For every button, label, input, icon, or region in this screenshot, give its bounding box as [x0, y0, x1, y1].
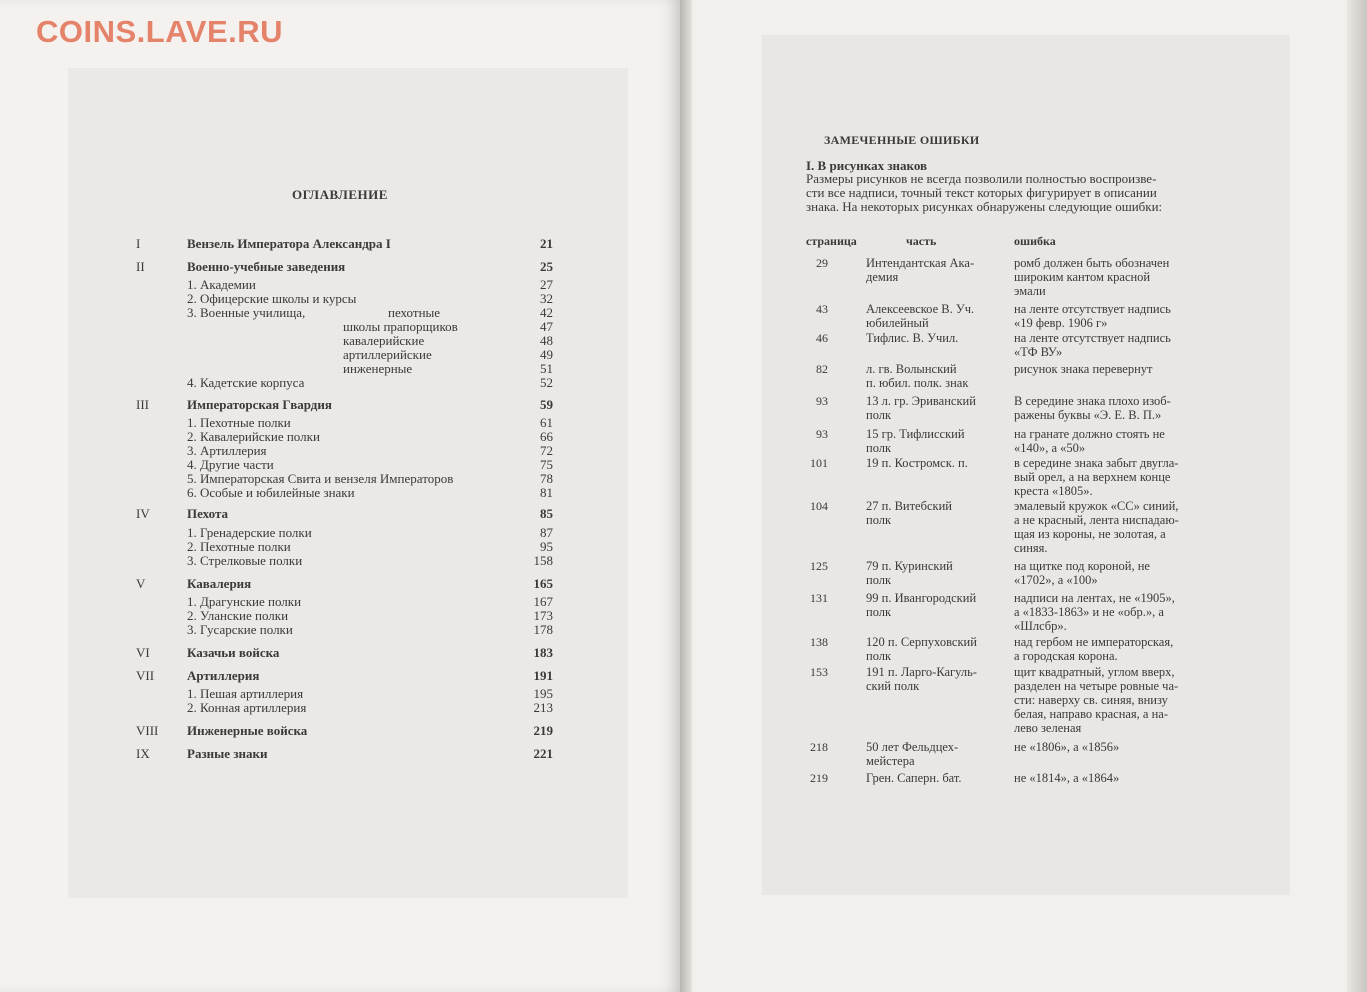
- toc-section-page: 165: [533, 576, 553, 591]
- book-gutter: [680, 0, 692, 992]
- errata-title: ЗАМЕЧЕННЫЕ ОШИБКИ: [824, 133, 980, 147]
- errata-error-line: а «1833-1863» и не «обр.», а: [1014, 605, 1164, 619]
- errata-intro-line: сти все надписи, точный текст которых фигурирует в описании: [806, 185, 1157, 200]
- toc-subsection-title: 2. Пехотные полки: [187, 539, 291, 554]
- toc-section-page: 85: [540, 506, 553, 521]
- toc-subsection-page: 47: [540, 319, 553, 334]
- errata-part-line: Интендантская Ака-: [866, 256, 975, 270]
- toc-subsection-title: 2. Кавалерийские полки: [187, 429, 320, 444]
- errata-part-line: 27 п. Витебский: [866, 499, 952, 513]
- toc-subsection-page: 78: [540, 471, 553, 486]
- toc-subsection-title: 4. Кадетские корпуса: [187, 375, 305, 390]
- errata-error: [1014, 456, 1222, 498]
- toc-section-title: Военно-учебные заведения: [187, 259, 346, 274]
- errata-page-number: 104: [810, 499, 828, 513]
- toc-section-title: Разные знаки: [187, 746, 268, 761]
- errata-error: [1014, 559, 1222, 587]
- toc-section-number: IX: [136, 746, 150, 761]
- errata-part-line: 50 лет Фельдцех-: [866, 740, 959, 754]
- toc-section-number: VIII: [136, 723, 159, 738]
- errata-part-line: 191 п. Ларго-Кагуль-: [866, 665, 977, 679]
- errata-page-number: 93: [816, 394, 828, 408]
- toc-section-page: 219: [533, 723, 553, 738]
- errata-error-line: широким кантом красной: [1014, 270, 1151, 284]
- errata-section: I. В рисунках знаков: [806, 158, 928, 173]
- errata-part-line: л. гв. Волынский: [866, 362, 957, 376]
- toc-subsection-page: 52: [540, 375, 553, 390]
- errata-error-line: вый орел, а на верхнем конце: [1014, 470, 1171, 484]
- toc-section-number: VII: [136, 668, 155, 683]
- errata-part-line: полк: [866, 441, 892, 455]
- errata-part-line: полк: [866, 408, 892, 422]
- toc-subsection-title: 1. Драгунские полки: [187, 594, 302, 609]
- toc-section-page: 25: [540, 259, 553, 274]
- errata-intro: [806, 172, 1224, 214]
- toc-subsection-page: 75: [540, 457, 553, 472]
- toc-subsection-page: 195: [533, 686, 553, 701]
- errata-error-line: надписи на лентах, не «1905»,: [1014, 591, 1175, 605]
- toc-subsection-page: 42: [540, 305, 553, 320]
- errata-page-number: 219: [810, 771, 828, 785]
- errata-page-number: 125: [810, 559, 828, 573]
- errata-error-line: креста «1805».: [1014, 484, 1093, 498]
- toc-subsection-title: кавалерийские: [343, 333, 425, 348]
- errata-part-line: полк: [866, 573, 892, 587]
- errata-error: [1014, 771, 1222, 785]
- errata-error-line: «1702», а «100»: [1014, 573, 1098, 587]
- errata-error-line: на гранате должно стоять не: [1014, 427, 1165, 441]
- watermark: COINS.LAVE.RU: [36, 14, 284, 49]
- errata-part: [866, 665, 1006, 693]
- toc-section-title: Кавалерия: [187, 576, 252, 591]
- errata-intro-line: Размеры рисунков не всегда позволили полностью воспроизве-: [806, 171, 1157, 186]
- errata-error-line: в середине знака забыт двугла-: [1014, 456, 1179, 470]
- errata-error-line: «140», а «50»: [1014, 441, 1086, 455]
- toc-section-title: Вензель Императора Александра I: [187, 236, 391, 251]
- toc-subsection-page: 81: [540, 485, 553, 500]
- errata-error: [1014, 665, 1222, 735]
- errata-error-line: белая, направо красная, а на-: [1014, 707, 1169, 721]
- toc-subsection-title: 3. Стрелковые полки: [187, 553, 303, 568]
- errata-error-line: «ТФ ВУ»: [1014, 345, 1063, 359]
- errata-header-part: часть: [906, 234, 937, 248]
- errata-part: [866, 394, 1006, 422]
- toc-section-title: Императорская Гвардия: [187, 397, 332, 412]
- errata-header-error: ошибка: [1014, 234, 1056, 248]
- errata-error: [1014, 331, 1222, 359]
- errata-error-line: «19 февр. 1906 г»: [1014, 316, 1108, 330]
- toc-section-title: Артиллерия: [187, 668, 260, 683]
- errata-page-number: 138: [810, 635, 828, 649]
- errata-error-line: В середине знака плохо изоб-: [1014, 394, 1171, 408]
- errata-error-line: рисунок знака перевернут: [1014, 362, 1153, 376]
- errata-page-number: 43: [816, 302, 828, 316]
- errata-page-number: 153: [810, 665, 828, 679]
- toc-section-title: Инженерные войска: [187, 723, 308, 738]
- toc-subsection-page: 173: [533, 608, 553, 623]
- errata-error: [1014, 635, 1222, 663]
- errata-part-line: 120 п. Серпуховский: [866, 635, 977, 649]
- errata-part-line: юбилейный: [866, 316, 929, 330]
- toc-subsection-title: 1. Гренадерские полки: [187, 525, 312, 540]
- errata-part-line: демия: [866, 270, 899, 284]
- errata-intro-line: знака. На некоторых рисунках обнаружены следующие ошибки:: [806, 199, 1163, 214]
- errata-error-line: а не красный, лента ниспадаю-: [1014, 513, 1179, 527]
- errata-error-line: сти: наверху св. синяя, внизу: [1014, 693, 1168, 707]
- errata-page-number: 101: [810, 456, 828, 470]
- toc-subsection-title: 4. Другие части: [187, 457, 274, 472]
- errata-error-line: на ленте отсутствует надпись: [1014, 302, 1171, 316]
- errata-error: [1014, 302, 1222, 330]
- toc-subsection-page: 49: [540, 347, 553, 362]
- toc-subsection-page: 32: [540, 291, 553, 306]
- errata-error-line: щит квадратный, углом вверх,: [1014, 665, 1175, 679]
- errata-error-line: «Шлсбр».: [1014, 619, 1067, 633]
- toc-subsection-page: 213: [533, 700, 553, 715]
- toc-section-title: Пехота: [187, 506, 228, 521]
- errata-part: [866, 256, 1006, 284]
- toc-subsection-title: 1. Пехотные полки: [187, 415, 291, 430]
- errata-part: [866, 362, 1006, 390]
- errata-part: [866, 591, 1006, 619]
- toc-section-number: V: [136, 576, 146, 591]
- toc-subsection-page: 27: [540, 277, 553, 292]
- errata-error-line: разделен на четыре ровные ча-: [1014, 679, 1179, 693]
- toc-section-page: 221: [533, 746, 553, 761]
- toc-subsection-title: 2. Уланские полки: [187, 608, 289, 623]
- toc-title: ОГЛАВЛЕНИЕ: [292, 187, 388, 202]
- errata-error: [1014, 427, 1222, 455]
- errata-error: [1014, 740, 1222, 754]
- errata-error: [1014, 256, 1222, 298]
- toc-subsection-page: 61: [540, 415, 553, 430]
- toc-subsection-title: 6. Особые и юбилейные знаки: [187, 485, 355, 500]
- errata-error-line: ражены буквы «Э. Е. В. П.»: [1014, 408, 1162, 422]
- errata-part-line: ский полк: [866, 679, 920, 693]
- toc-subsection-page: 48: [540, 333, 553, 348]
- errata-error-line: щая из короны, не золотая, а: [1014, 527, 1166, 541]
- errata-part: [866, 302, 1006, 330]
- toc-subsection-page: 158: [533, 553, 553, 568]
- toc-subsection-page: 95: [540, 539, 553, 554]
- toc-section-number: I: [136, 236, 141, 251]
- errata-part-line: полк: [866, 605, 892, 619]
- errata-error-line: на ленте отсутствует надпись: [1014, 331, 1171, 345]
- errata-error-line: ромб должен быть обозначен: [1014, 256, 1170, 270]
- errata-error-line: синяя.: [1014, 541, 1048, 555]
- errata-page-number: 46: [816, 331, 828, 345]
- errata-part-line: полк: [866, 649, 892, 663]
- toc-subsection-title: 1. Академии: [187, 277, 256, 292]
- toc-section-number: III: [136, 397, 149, 412]
- toc-subsection-page: 66: [540, 429, 553, 444]
- toc-subsection-title: 3. Военные училища,: [187, 305, 306, 320]
- errata-part-line: 99 п. Ивангородский: [866, 591, 977, 605]
- toc-subsection-page: 51: [540, 361, 553, 376]
- errata-page-number: 82: [816, 362, 828, 376]
- errata-part-line: Алексеевское В. Уч.: [866, 302, 975, 316]
- errata-part: [866, 559, 1006, 587]
- toc-section-title: Казачьи войска: [187, 645, 280, 660]
- errata-error-line: лево зеленая: [1014, 721, 1082, 735]
- errata-part-line: п. юбил. полк. знак: [866, 376, 969, 390]
- errata-part: [866, 771, 1006, 785]
- errata-part-line: 79 п. Куринский: [866, 559, 953, 573]
- errata-part-line: 19 п. Костромск. п.: [866, 456, 968, 470]
- toc-subsection-title: инженерные: [343, 361, 413, 376]
- errata-part: [866, 456, 1006, 470]
- toc-subsection-title: пехотные: [388, 305, 441, 320]
- errata-part-line: мейстера: [866, 754, 915, 768]
- errata-part: [866, 499, 1006, 527]
- toc-subsection-page: 167: [533, 594, 553, 609]
- errata-error-line: над гербом не императорская,: [1014, 635, 1174, 649]
- errata-page-number: 29: [816, 256, 828, 270]
- errata-part: [866, 635, 1006, 663]
- toc-subsection-title: 3. Гусарские полки: [187, 622, 293, 637]
- toc-subsection-title: 1. Пешая артиллерия: [187, 686, 304, 701]
- toc-section-number: VI: [136, 645, 150, 660]
- toc-section-number: IV: [136, 506, 150, 521]
- errata-part: [866, 740, 1006, 768]
- errata-part-line: 13 л. гр. Эриванский: [866, 394, 976, 408]
- toc-section-page: 191: [533, 668, 553, 683]
- toc-subsection-title: 3. Артиллерия: [187, 443, 267, 458]
- toc-subsection-title: 5. Императорская Свита и вензеля Императоров: [187, 471, 454, 486]
- errata-page-number: 218: [810, 740, 828, 754]
- toc-section-page: 21: [540, 236, 553, 251]
- errata-error: [1014, 591, 1222, 633]
- errata-error-line: эмалевый кружок «СС» синий,: [1014, 499, 1179, 513]
- errata-error-line: на щитке под короной, не: [1014, 559, 1150, 573]
- toc-subsection-title: 2. Офицерские школы и курсы: [187, 291, 357, 306]
- toc-subsection-page: 87: [540, 525, 553, 540]
- errata-part: [866, 427, 1006, 455]
- errata-error-line: не «1814», а «1864»: [1014, 771, 1120, 785]
- errata-part-line: 15 гр. Тифлисский: [866, 427, 965, 441]
- errata-part-line: Грен. Саперн. бат.: [866, 771, 962, 785]
- errata-part-line: Тифлис. В. Учил.: [866, 331, 959, 345]
- errata-error: [1014, 499, 1222, 555]
- toc-subsection-title: школы прапорщиков: [343, 319, 458, 334]
- toc-subsection-page: 72: [540, 443, 553, 458]
- toc-subsection-page: 178: [533, 622, 553, 637]
- toc-subsection-title: 2. Конная артиллерия: [187, 700, 307, 715]
- toc-section-number: II: [136, 259, 145, 274]
- errata-error: [1014, 394, 1222, 422]
- errata-page-number: 93: [816, 427, 828, 441]
- errata-part: [866, 331, 1006, 345]
- errata-error-line: эмали: [1014, 284, 1046, 298]
- errata-error-line: а городская корона.: [1014, 649, 1118, 663]
- errata-header-page: страница: [806, 234, 857, 248]
- errata-error-line: не «1806», а «1856»: [1014, 740, 1120, 754]
- errata-error: [1014, 362, 1222, 376]
- toc-section-page: 183: [533, 645, 553, 660]
- errata-page-number: 131: [810, 591, 828, 605]
- errata-part-line: полк: [866, 513, 892, 527]
- toc-section-page: 59: [540, 397, 553, 412]
- toc-subsection-title: артиллерийские: [343, 347, 432, 362]
